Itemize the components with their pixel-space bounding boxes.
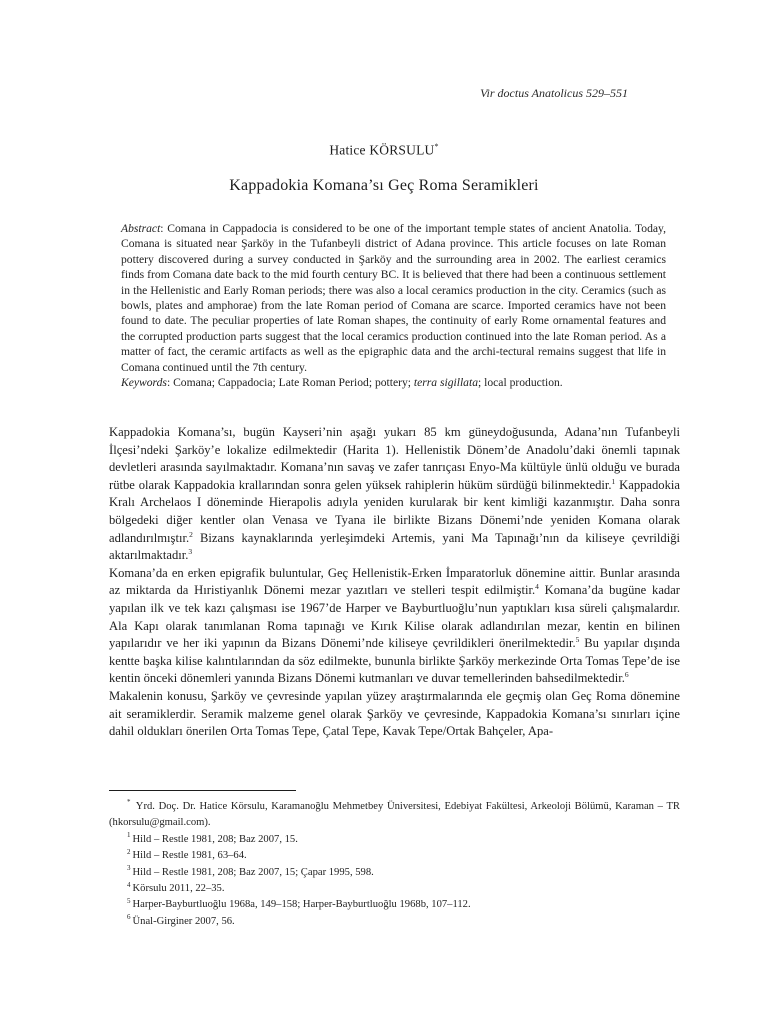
- footnote-text: Harper-Bayburtluoğlu 1968a, 149–158; Harper-Bayburtluoğlu 1968b, 107–112.: [132, 899, 471, 911]
- abstract-paragraph: [121, 221, 666, 375]
- footnote-5: [109, 897, 680, 913]
- body-paragraph-3: Makalenin konusu, Şarköy ve çevresinde yapılan yüzey araştırmalarında ele geçmiş olan Geç Roma dönemine ait seramiklerdir. Seramik malzeme genel olarak Şarköy ve çevresinde, Kappadokia Komana’sı sınırları içine dahil oldukları önerilen Orta Tomas Tepe, Çatal Tepe, Kavak Tepe/Ortak Bahçeler, Apa-: [109, 688, 680, 739]
- footnote-1: [109, 832, 680, 848]
- body-paragraph-1: [109, 424, 680, 565]
- footnotes: [109, 799, 680, 930]
- footnote-number: 2: [127, 847, 131, 856]
- footnote-ref-3: 3: [188, 546, 193, 556]
- abstract-block: [121, 221, 666, 390]
- keywords-label: Keywords: [121, 376, 167, 390]
- body-text-run: Komana’da bugüne kadar yapılan ilk ve tek kazı çalışması ise 1967’de Harper ve Bayburtluoğlu’nun yaptıkları kısa süreli çalışmalardır. Ala Kapı olarak tanımlanan Roma tapınağı ve Kırık Kilise olarak adlandırılan mezar, kentin en bilinen yapılarıdır ve her iki yapının da Bizans Dönemi’nde kiliseye çevrildikleri önerilmektedir.: [109, 583, 681, 651]
- author-line: [0, 142, 768, 159]
- author-name: Hatice KÖRSULU: [329, 142, 435, 158]
- footnote-2: [109, 848, 680, 864]
- footnote-4: [109, 881, 680, 897]
- body-text-run: Bu yapılar dışında kentte başka kilise kalıntılarından da söz edilmekte, bununla birlikte Şarköy merkezinde Orta Tomas Tepe’de ise kentin önceki dönemleri yanında Bizans Dönemi kutmanları ve duvar temellerinden bahsedilmektedir.: [109, 636, 680, 686]
- footnote-number: 3: [127, 864, 131, 873]
- footnote-ref-6: 6: [624, 670, 629, 680]
- footnote-ref-2: 2: [189, 529, 193, 539]
- footnote-number: 6: [127, 913, 131, 922]
- footnote-text: Ünal-Girginer 2007, 56.: [132, 915, 235, 927]
- article-title: Kappadokia Komana’sı Geç Roma Seramikleri: [229, 177, 539, 194]
- keywords-text: : Comana; Cappadocia; Late Roman Period; pottery;: [166, 376, 414, 390]
- abstract-text: : Comana in Cappadocia is considered to be one of the important temple states of ancient Anatolia. Today, Comana is situated near Şarköy in the Tufanbeyli district of Adana province. This article focuses on late Roman pottery discovered during a survey conducted in Şarköy and the surrounding area in 2002. The earliest ceramics finds from Comana date back to the mid fourth century BC. It is believed that there had been a continuous settlement in the Hellenistic and Early Roman periods; there was also a local ceramics production in the city. Ceramics (such as bowls, plates and amphorae) from the late Roman period of Comana are scarce. Imported ceramics have not been found to date. The peculiar properties of late Roman shapes, the continuity of early Rome ornamental features and the corrupted production parts suggest that the local ceramics production continued into the late Roman period. As a matter of fact, the ceramic artifacts as well as the epigraphic data and the archi-tectural remains suggest that life in Comana continued until the 7th century.: [121, 222, 666, 374]
- footnote-text: Hild – Restle 1981, 63–64.: [132, 850, 247, 862]
- footnote-mark-star: *: [127, 798, 131, 807]
- footnote-text: Hild – Restle 1981, 208; Baz 2007, 15; Çapar 1995, 598.: [132, 866, 374, 878]
- footnote-text: Hild – Restle 1981, 208; Baz 2007, 15.: [132, 833, 298, 845]
- footnote-number: 4: [127, 880, 131, 889]
- footnote-separator: [109, 790, 296, 791]
- footnote-number: 5: [127, 896, 131, 905]
- body-text-run: Komana’da en erken epigrafik buluntular, Geç Hellenistik-Erken İmparatorluk dönemine aittir. Bunlar arasında az miktarda da Hıristiyanlık Dönemi mezar yazıtları ve stelleri tespit edilmiştir.: [109, 565, 680, 598]
- body-text-run: Bizans kaynaklarında yerleşimdeki Artemis, yani Ma Tapınağı’nın da kiliseye çevrildiği aktarılmaktadır.: [109, 530, 680, 563]
- footnote-text: Körsulu 2011, 22–35.: [132, 883, 225, 895]
- body-text: [109, 424, 680, 741]
- abstract-label: Abstract: [121, 222, 161, 235]
- footnote-number: 1: [127, 831, 131, 840]
- footnote-text: Yrd. Doç. Dr. Hatice Körsulu, Karamanoğlu Mehmetbey Üniversitesi, Edebiyat Fakültesi, Arkeoloji Bölümü, Karaman – TR (hkorsulu@gmail.com).: [109, 801, 680, 829]
- body-text-run: Kappadokia Komana’sı, bugün Kayseri’nin aşağı yukarı 85 km güneydoğusunda, Adana’nın Tufanbeyli İlçesi’ndeki Şarköy’e lokalize edilmektedir (Harita 1). Hellenistik Dönem’de Anadolu’daki önemli tapınak devletleri arasında sayılmaktadır. Komana’nın savaş ve zafer tanrıçası Enyo-Ma kültüyle ünlü olduğu ve burada rütbe olarak Kappadokia krallarından sonra gelen yüksek rahiplerin hüküm sürdüğü bilinmektedir.: [109, 425, 680, 492]
- author-footnote-mark: *: [434, 142, 439, 151]
- keywords-end: ; local production.: [478, 376, 563, 390]
- footnote-ref-4: 4: [535, 582, 539, 592]
- footnote-3: [109, 865, 680, 881]
- body-paragraph-2: [109, 565, 680, 688]
- keywords-italic: terra sigillata: [413, 376, 479, 390]
- body-text-run: Kappadokia Kralı Archelaos I döneminde Hierapolis adıyla yeniden kurularak bir kent kimliği kazanmıştır. Daha sonra bölgedeki diğer kentler olan Venasa ve Tyana ile birlikte Bizans Dönemi’nde yeniden Komana olarak adlandırılmıştır.: [109, 477, 680, 545]
- keywords-line: [121, 375, 666, 390]
- footnote-6: [109, 914, 680, 930]
- running-head: Vir doctus Anatolicus 529–551: [480, 86, 628, 100]
- footnote-ref-1: 1: [611, 476, 616, 486]
- footnote-ref-5: 5: [575, 634, 580, 644]
- footnote-author: [109, 799, 680, 832]
